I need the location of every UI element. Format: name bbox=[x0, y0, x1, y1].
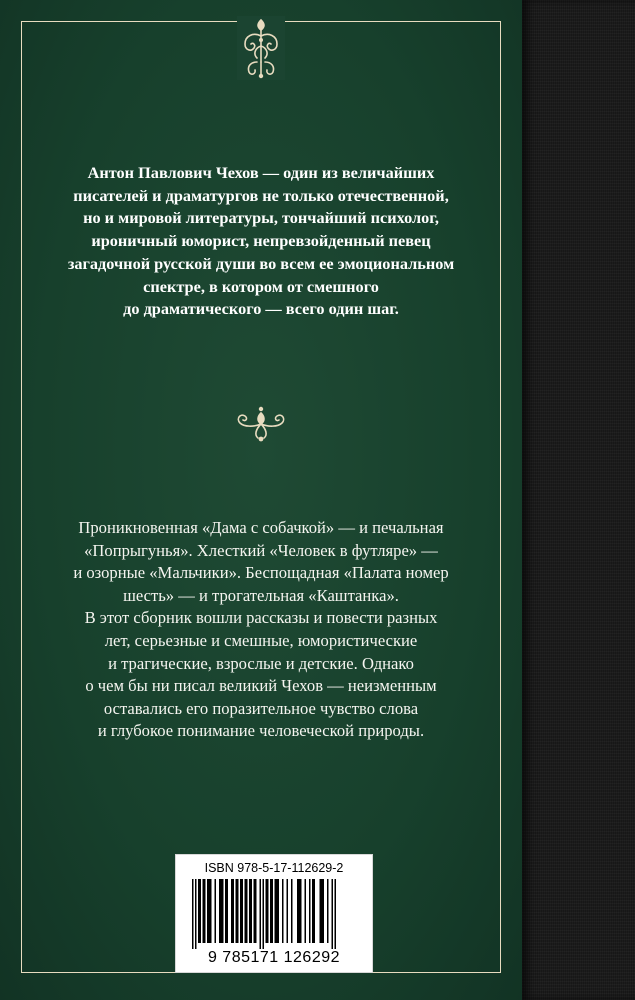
barcode-bar bbox=[327, 879, 329, 943]
barcode-bar bbox=[215, 879, 217, 943]
isbn-barcode bbox=[175, 854, 373, 973]
barcode-bar bbox=[312, 879, 315, 943]
annotation-line: загадочной русской души во всем ее эмоциональном bbox=[67, 253, 455, 273]
barcode-bar bbox=[305, 879, 307, 943]
description-line: В этот сборник вошли рассказы и повести разных bbox=[84, 608, 438, 628]
description-line: лет, серьезные и смешные, юмористические bbox=[104, 630, 418, 650]
description-line: и озорные «Мальчики». Беспощадная «Палата номер bbox=[73, 563, 449, 583]
description-line: и глубокое понимание человеческой природы. bbox=[97, 721, 425, 741]
author-annotation bbox=[40, 162, 482, 321]
isbn-label: ISBN 978-5-17-112629-2 bbox=[204, 861, 344, 875]
book-spine-edge bbox=[522, 0, 635, 1000]
annotation-line: Антон Павлович Чехов — один из величайших bbox=[87, 163, 435, 182]
barcode-bar bbox=[192, 879, 194, 949]
barcode-bar bbox=[245, 879, 248, 943]
barcode-bar bbox=[198, 879, 201, 943]
barcode-bar bbox=[203, 879, 206, 943]
annotation-line: до драматического — всего один шаг. bbox=[123, 299, 399, 319]
barcode-bar bbox=[320, 879, 325, 943]
barcode-bar bbox=[282, 879, 284, 943]
annotation-line: но и мировой литературы, тончайший психолог, bbox=[83, 208, 439, 228]
annotation-line: спектре, в котором от смешного bbox=[143, 276, 379, 296]
description-line: Проникновенная «Дама с собачкой» — и печальная bbox=[78, 518, 444, 537]
barcode-bar bbox=[249, 879, 252, 943]
barcode-bars bbox=[186, 879, 364, 949]
barcode-bar bbox=[219, 879, 224, 943]
barcode-bar bbox=[266, 879, 269, 943]
annotation-line: ироничный юморист, непревзойденный певец bbox=[91, 231, 431, 251]
swirl-ornament-icon bbox=[230, 405, 292, 443]
barcode-bar bbox=[287, 879, 289, 943]
barcode-bar bbox=[195, 879, 197, 949]
barcode-bar bbox=[309, 879, 311, 943]
barcode-bar bbox=[291, 879, 293, 943]
book-description bbox=[40, 517, 482, 743]
barcode-bar bbox=[335, 879, 337, 949]
description-line: оставались его поразительное чувство слова bbox=[103, 698, 419, 718]
barcode-bar bbox=[270, 879, 273, 943]
barcode-bar bbox=[225, 879, 228, 943]
barcode-bar bbox=[236, 879, 239, 943]
description-line: о чем бы ни писал великий Чехов — неизменным bbox=[85, 676, 437, 696]
barcode-bar bbox=[275, 879, 280, 943]
barcode-bar bbox=[263, 879, 265, 949]
barcode-bar bbox=[332, 879, 334, 949]
annotation-line: писателей и драматургов не только отечественной, bbox=[73, 185, 449, 205]
barcode-bar bbox=[207, 879, 212, 943]
barcode-bar bbox=[254, 879, 257, 943]
description-line: шесть» — и трогательная «Каштанка». bbox=[123, 585, 399, 605]
barcode-bar bbox=[260, 879, 262, 949]
description-line: «Попрыгунья». Хлесткий «Человек в футляре» — bbox=[84, 540, 438, 560]
fleur-ornament-icon bbox=[237, 16, 285, 80]
barcode-bar bbox=[231, 879, 234, 943]
barcode-digits: 9 785171 126292 bbox=[207, 949, 341, 966]
barcode-bar bbox=[240, 879, 243, 943]
description-line: и трагические, взрослые и детские. Однако bbox=[108, 653, 414, 673]
barcode-bar bbox=[297, 879, 302, 943]
